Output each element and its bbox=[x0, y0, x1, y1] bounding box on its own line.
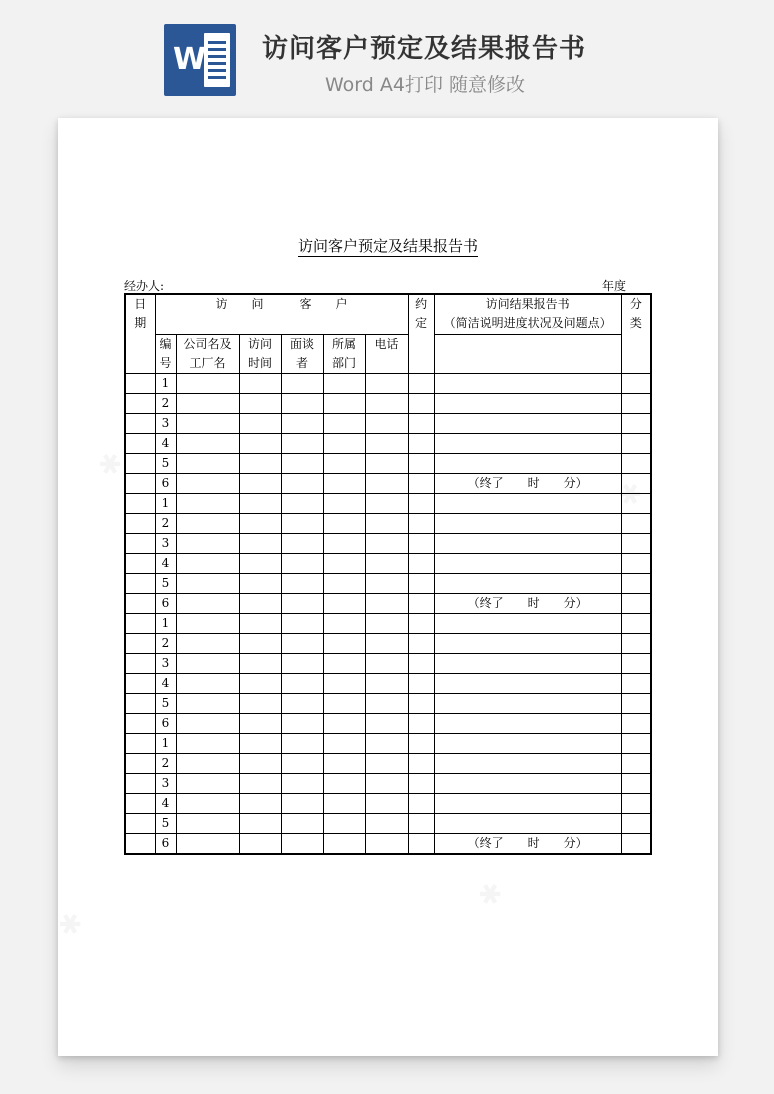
entry-cell[interactable] bbox=[323, 413, 365, 433]
category-cell[interactable] bbox=[621, 753, 651, 773]
serial-cell: 2 bbox=[155, 753, 176, 773]
entry-cell[interactable] bbox=[365, 733, 408, 753]
category-cell[interactable] bbox=[621, 793, 651, 813]
entry-cell[interactable] bbox=[323, 493, 365, 513]
banner-subtitle: Word A4打印 随意修改 bbox=[325, 74, 526, 96]
entry-cell[interactable] bbox=[176, 393, 239, 413]
category-cell[interactable] bbox=[621, 613, 651, 633]
entry-cell[interactable] bbox=[176, 653, 239, 673]
category-cell[interactable] bbox=[621, 473, 651, 493]
entry-cell[interactable] bbox=[365, 553, 408, 573]
serial-cell: 1 bbox=[155, 493, 176, 513]
date-cell[interactable] bbox=[125, 433, 155, 453]
serial-cell: 2 bbox=[155, 393, 176, 413]
entry-cell[interactable] bbox=[281, 773, 323, 793]
entry-cell[interactable] bbox=[365, 753, 408, 773]
entry-cell[interactable] bbox=[365, 833, 408, 854]
category-cell[interactable] bbox=[621, 593, 651, 613]
serial-cell: 5 bbox=[155, 453, 176, 473]
category-cell[interactable] bbox=[621, 413, 651, 433]
date-cell[interactable] bbox=[125, 553, 155, 573]
result-cell[interactable] bbox=[434, 433, 621, 453]
entry-cell[interactable] bbox=[281, 433, 323, 453]
category-cell[interactable] bbox=[621, 733, 651, 753]
entry-cell[interactable] bbox=[176, 553, 239, 573]
date-cell[interactable] bbox=[125, 593, 155, 613]
result-cell[interactable] bbox=[434, 453, 621, 473]
entry-cell[interactable] bbox=[408, 713, 434, 733]
serial-cell: 1 bbox=[155, 613, 176, 633]
category-cell[interactable] bbox=[621, 773, 651, 793]
result-cell[interactable] bbox=[434, 553, 621, 573]
table-row bbox=[125, 613, 651, 633]
document-title: 访问客户预定及结果报告书 bbox=[297, 237, 478, 255]
entry-cell[interactable] bbox=[239, 553, 281, 573]
entry-cell[interactable] bbox=[281, 833, 323, 854]
entry-cell[interactable] bbox=[176, 533, 239, 553]
table-row bbox=[125, 673, 651, 693]
date-cell[interactable] bbox=[125, 533, 155, 553]
entry-cell[interactable] bbox=[365, 473, 408, 493]
serial-cell: 3 bbox=[155, 773, 176, 793]
entry-cell[interactable] bbox=[408, 473, 434, 493]
table-row bbox=[125, 733, 651, 753]
table-row bbox=[125, 653, 651, 673]
serial-cell: 2 bbox=[155, 633, 176, 653]
date-cell[interactable] bbox=[125, 613, 155, 633]
entry-cell[interactable] bbox=[365, 493, 408, 513]
entry-cell[interactable] bbox=[239, 573, 281, 593]
table-row bbox=[125, 433, 651, 453]
serial-cell: 6 bbox=[155, 713, 176, 733]
category-cell[interactable] bbox=[621, 573, 651, 593]
entry-cell[interactable] bbox=[239, 653, 281, 673]
entry-cell[interactable] bbox=[365, 393, 408, 413]
serial-cell: 4 bbox=[155, 793, 176, 813]
entry-cell[interactable] bbox=[176, 513, 239, 533]
entry-cell[interactable] bbox=[176, 733, 239, 753]
entry-cell[interactable] bbox=[408, 633, 434, 653]
date-cell[interactable] bbox=[125, 393, 155, 413]
entry-cell[interactable] bbox=[323, 633, 365, 653]
category-cell[interactable] bbox=[621, 673, 651, 693]
serial-cell: 5 bbox=[155, 813, 176, 833]
category-cell[interactable] bbox=[621, 533, 651, 553]
entry-cell[interactable] bbox=[239, 393, 281, 413]
result-cell[interactable] bbox=[434, 713, 621, 733]
result-cell[interactable] bbox=[434, 513, 621, 533]
entry-cell[interactable] bbox=[365, 633, 408, 653]
date-cell[interactable] bbox=[125, 453, 155, 473]
entry-cell[interactable] bbox=[239, 833, 281, 854]
entry-cell[interactable] bbox=[408, 613, 434, 633]
entry-cell[interactable] bbox=[281, 793, 323, 813]
table-row bbox=[125, 713, 651, 733]
header-phone: 电话 bbox=[365, 334, 408, 373]
entry-cell[interactable] bbox=[323, 593, 365, 613]
result-cell[interactable] bbox=[434, 793, 621, 813]
entry-cell[interactable] bbox=[239, 413, 281, 433]
table-row bbox=[125, 473, 651, 493]
entry-cell[interactable] bbox=[239, 693, 281, 713]
entry-cell[interactable] bbox=[323, 693, 365, 713]
entry-cell[interactable] bbox=[239, 453, 281, 473]
date-cell[interactable] bbox=[125, 813, 155, 833]
date-cell[interactable] bbox=[125, 373, 155, 393]
entry-cell[interactable] bbox=[323, 733, 365, 753]
entry-cell[interactable] bbox=[281, 693, 323, 713]
entry-cell[interactable] bbox=[365, 653, 408, 673]
entry-cell[interactable] bbox=[365, 613, 408, 633]
entry-cell[interactable] bbox=[323, 433, 365, 453]
entry-cell[interactable] bbox=[176, 473, 239, 493]
category-cell[interactable] bbox=[621, 453, 651, 473]
entry-cell[interactable] bbox=[281, 373, 323, 393]
entry-cell[interactable] bbox=[365, 533, 408, 553]
entry-cell[interactable] bbox=[323, 773, 365, 793]
category-cell[interactable] bbox=[621, 653, 651, 673]
serial-cell: 6 bbox=[155, 593, 176, 613]
entry-cell[interactable] bbox=[323, 473, 365, 493]
entry-cell[interactable] bbox=[408, 673, 434, 693]
header-department: 所属 部门 bbox=[323, 334, 365, 373]
entry-cell[interactable] bbox=[365, 453, 408, 473]
entry-cell[interactable] bbox=[176, 753, 239, 773]
entry-cell[interactable] bbox=[176, 773, 239, 793]
category-cell[interactable] bbox=[621, 833, 651, 854]
date-cell[interactable] bbox=[125, 733, 155, 753]
entry-cell[interactable] bbox=[176, 833, 239, 854]
entry-cell[interactable] bbox=[176, 373, 239, 393]
entry-cell[interactable] bbox=[408, 533, 434, 553]
entry-cell[interactable] bbox=[281, 473, 323, 493]
handler-label: 经办人: bbox=[124, 279, 165, 293]
result-cell[interactable] bbox=[434, 653, 621, 673]
entry-cell[interactable] bbox=[365, 433, 408, 453]
entry-cell[interactable] bbox=[176, 413, 239, 433]
entry-cell[interactable] bbox=[408, 833, 434, 854]
result-cell[interactable] bbox=[434, 493, 621, 513]
entry-cell[interactable] bbox=[176, 713, 239, 733]
word-logo-icon bbox=[164, 24, 236, 96]
entry-cell[interactable] bbox=[408, 573, 434, 593]
entry-cell[interactable] bbox=[281, 573, 323, 593]
serial-cell: 5 bbox=[155, 693, 176, 713]
date-cell[interactable] bbox=[125, 473, 155, 493]
entry-cell[interactable] bbox=[365, 373, 408, 393]
entry-cell[interactable] bbox=[239, 493, 281, 513]
entry-cell[interactable] bbox=[176, 573, 239, 593]
result-cell[interactable]: （终了 时 分） bbox=[434, 593, 621, 613]
result-cell[interactable] bbox=[434, 533, 621, 553]
date-cell[interactable] bbox=[125, 693, 155, 713]
date-cell[interactable] bbox=[125, 793, 155, 813]
result-cell[interactable] bbox=[434, 373, 621, 393]
entry-cell[interactable] bbox=[408, 493, 434, 513]
category-cell[interactable] bbox=[621, 513, 651, 533]
entry-cell[interactable] bbox=[176, 453, 239, 473]
entry-cell[interactable] bbox=[281, 513, 323, 533]
header-visit-time: 访问 时间 bbox=[239, 334, 281, 373]
entry-cell[interactable] bbox=[323, 673, 365, 693]
entry-cell[interactable] bbox=[239, 373, 281, 393]
entry-cell[interactable] bbox=[239, 713, 281, 733]
entry-cell[interactable] bbox=[408, 773, 434, 793]
entry-cell[interactable] bbox=[281, 653, 323, 673]
serial-cell: 4 bbox=[155, 673, 176, 693]
date-cell[interactable] bbox=[125, 833, 155, 854]
result-cell[interactable] bbox=[434, 573, 621, 593]
entry-cell[interactable] bbox=[176, 613, 239, 633]
entry-cell[interactable] bbox=[281, 453, 323, 473]
entry-cell[interactable] bbox=[176, 493, 239, 513]
entry-cell[interactable] bbox=[239, 613, 281, 633]
entry-cell[interactable] bbox=[239, 673, 281, 693]
serial-cell: 1 bbox=[155, 373, 176, 393]
date-cell[interactable] bbox=[125, 653, 155, 673]
serial-cell: 2 bbox=[155, 513, 176, 533]
entry-cell[interactable] bbox=[239, 473, 281, 493]
result-cell[interactable] bbox=[434, 693, 621, 713]
header-result-report: 访问结果报告书 （简洁说明进度状况及问题点） bbox=[434, 294, 621, 334]
entry-cell[interactable] bbox=[281, 593, 323, 613]
entry-cell[interactable] bbox=[323, 533, 365, 553]
category-cell[interactable] bbox=[621, 373, 651, 393]
entry-cell[interactable] bbox=[281, 413, 323, 433]
result-cell[interactable] bbox=[434, 413, 621, 433]
table-row bbox=[125, 493, 651, 513]
entry-cell[interactable] bbox=[365, 573, 408, 593]
result-cell[interactable] bbox=[434, 733, 621, 753]
entry-cell[interactable] bbox=[176, 813, 239, 833]
serial-cell: 3 bbox=[155, 653, 176, 673]
header-result-blank[interactable] bbox=[434, 334, 621, 373]
table-row bbox=[125, 573, 651, 593]
category-cell[interactable] bbox=[621, 433, 651, 453]
entry-cell[interactable] bbox=[365, 813, 408, 833]
entry-cell[interactable] bbox=[239, 793, 281, 813]
entry-cell[interactable] bbox=[323, 793, 365, 813]
serial-cell: 5 bbox=[155, 573, 176, 593]
table-row bbox=[125, 413, 651, 433]
entry-cell[interactable] bbox=[281, 533, 323, 553]
entry-cell[interactable] bbox=[408, 653, 434, 673]
result-cell[interactable]: （终了 时 分） bbox=[434, 833, 621, 854]
table-row bbox=[125, 393, 651, 413]
entry-cell[interactable] bbox=[323, 393, 365, 413]
category-cell[interactable] bbox=[621, 693, 651, 713]
result-cell[interactable] bbox=[434, 673, 621, 693]
category-cell[interactable] bbox=[621, 553, 651, 573]
table-row bbox=[125, 453, 651, 473]
entry-cell[interactable] bbox=[323, 453, 365, 473]
serial-cell: 6 bbox=[155, 473, 176, 493]
serial-cell: 4 bbox=[155, 433, 176, 453]
entry-cell[interactable] bbox=[323, 613, 365, 633]
entry-cell[interactable] bbox=[239, 513, 281, 533]
entry-cell[interactable] bbox=[365, 713, 408, 733]
banner-title: 访问客户预定及结果报告书 bbox=[262, 34, 587, 64]
category-cell[interactable] bbox=[621, 393, 651, 413]
entry-cell[interactable] bbox=[239, 753, 281, 773]
header-interviewee: 面谈 者 bbox=[281, 334, 323, 373]
entry-cell[interactable] bbox=[239, 733, 281, 753]
table-row bbox=[125, 813, 651, 833]
result-cell[interactable] bbox=[434, 393, 621, 413]
date-cell[interactable] bbox=[125, 633, 155, 653]
entry-cell[interactable] bbox=[239, 593, 281, 613]
date-cell[interactable] bbox=[125, 513, 155, 533]
table-row bbox=[125, 373, 651, 393]
entry-cell[interactable] bbox=[408, 553, 434, 573]
date-cell[interactable] bbox=[125, 673, 155, 693]
entry-cell[interactable] bbox=[239, 533, 281, 553]
entry-cell[interactable] bbox=[281, 753, 323, 773]
entry-cell[interactable] bbox=[176, 633, 239, 653]
table-subheader-row bbox=[125, 334, 651, 373]
entry-cell[interactable] bbox=[408, 793, 434, 813]
entry-cell[interactable] bbox=[365, 513, 408, 533]
serial-cell: 3 bbox=[155, 413, 176, 433]
entry-cell[interactable] bbox=[408, 593, 434, 613]
entry-cell[interactable] bbox=[408, 433, 434, 453]
entry-cell[interactable] bbox=[176, 693, 239, 713]
entry-cell[interactable] bbox=[408, 733, 434, 753]
entry-cell[interactable] bbox=[281, 673, 323, 693]
result-cell[interactable] bbox=[434, 813, 621, 833]
entry-cell[interactable] bbox=[408, 413, 434, 433]
entry-cell[interactable] bbox=[408, 453, 434, 473]
date-cell[interactable] bbox=[125, 753, 155, 773]
entry-cell[interactable] bbox=[323, 653, 365, 673]
header-visit-customer: 访 问 客 户 bbox=[155, 294, 408, 334]
entry-cell[interactable] bbox=[323, 753, 365, 773]
serial-cell: 4 bbox=[155, 553, 176, 573]
result-cell[interactable] bbox=[434, 613, 621, 633]
entry-cell[interactable] bbox=[323, 813, 365, 833]
serial-cell: 1 bbox=[155, 733, 176, 753]
date-cell[interactable] bbox=[125, 413, 155, 433]
entry-cell[interactable] bbox=[281, 633, 323, 653]
result-cell[interactable] bbox=[434, 633, 621, 653]
entry-cell[interactable] bbox=[239, 773, 281, 793]
entry-cell[interactable] bbox=[239, 633, 281, 653]
document-page bbox=[58, 118, 718, 1056]
date-cell[interactable] bbox=[125, 573, 155, 593]
report-table bbox=[124, 293, 652, 855]
table-header-row bbox=[125, 294, 651, 334]
entry-cell[interactable] bbox=[281, 613, 323, 633]
entry-cell[interactable] bbox=[408, 393, 434, 413]
entry-cell[interactable] bbox=[408, 753, 434, 773]
entry-cell[interactable] bbox=[323, 513, 365, 533]
entry-cell[interactable] bbox=[323, 833, 365, 854]
logo-letter: W bbox=[173, 42, 207, 77]
entry-cell[interactable] bbox=[323, 373, 365, 393]
entry-cell[interactable] bbox=[176, 793, 239, 813]
entry-cell[interactable] bbox=[281, 733, 323, 753]
date-cell[interactable] bbox=[125, 493, 155, 513]
entry-cell[interactable] bbox=[281, 553, 323, 573]
table-row bbox=[125, 633, 651, 653]
entry-cell[interactable] bbox=[281, 493, 323, 513]
category-cell[interactable] bbox=[621, 713, 651, 733]
table-row bbox=[125, 793, 651, 813]
entry-cell[interactable] bbox=[365, 673, 408, 693]
entry-cell[interactable] bbox=[323, 573, 365, 593]
entry-cell[interactable] bbox=[365, 773, 408, 793]
entry-cell[interactable] bbox=[365, 593, 408, 613]
date-cell[interactable] bbox=[125, 713, 155, 733]
table-row bbox=[125, 513, 651, 533]
entry-cell[interactable] bbox=[365, 693, 408, 713]
year-label: 年度 bbox=[602, 279, 627, 293]
entry-cell[interactable] bbox=[239, 813, 281, 833]
serial-cell: 6 bbox=[155, 833, 176, 854]
result-cell[interactable] bbox=[434, 753, 621, 773]
entry-cell[interactable] bbox=[323, 553, 365, 573]
category-cell[interactable] bbox=[621, 813, 651, 833]
header-appointment: 约 定 bbox=[408, 294, 434, 373]
table-row bbox=[125, 533, 651, 553]
entry-cell[interactable] bbox=[408, 373, 434, 393]
header-company: 公司名及 工厂名 bbox=[176, 334, 239, 373]
entry-cell[interactable] bbox=[365, 413, 408, 433]
entry-cell[interactable] bbox=[281, 713, 323, 733]
category-cell[interactable] bbox=[621, 493, 651, 513]
entry-cell[interactable] bbox=[176, 433, 239, 453]
entry-cell[interactable] bbox=[239, 433, 281, 453]
entry-cell[interactable] bbox=[365, 793, 408, 813]
serial-cell: 3 bbox=[155, 533, 176, 553]
table-row bbox=[125, 593, 651, 613]
category-cell[interactable] bbox=[621, 633, 651, 653]
date-cell[interactable] bbox=[125, 773, 155, 793]
entry-cell[interactable] bbox=[408, 813, 434, 833]
entry-cell[interactable] bbox=[408, 693, 434, 713]
entry-cell[interactable] bbox=[408, 513, 434, 533]
result-cell[interactable]: （终了 时 分） bbox=[434, 473, 621, 493]
header-date: 日 期 bbox=[125, 294, 155, 373]
entry-cell[interactable] bbox=[281, 393, 323, 413]
table-row bbox=[125, 753, 651, 773]
table-row bbox=[125, 693, 651, 713]
entry-cell[interactable] bbox=[176, 593, 239, 613]
table-row bbox=[125, 773, 651, 793]
banner bbox=[0, 0, 774, 112]
entry-cell[interactable] bbox=[323, 713, 365, 733]
table-row bbox=[125, 553, 651, 573]
entry-cell[interactable] bbox=[176, 673, 239, 693]
header-category: 分 类 bbox=[621, 294, 651, 373]
entry-cell[interactable] bbox=[281, 813, 323, 833]
table-row bbox=[125, 833, 651, 854]
header-serial: 编 号 bbox=[155, 334, 176, 373]
result-cell[interactable] bbox=[434, 773, 621, 793]
